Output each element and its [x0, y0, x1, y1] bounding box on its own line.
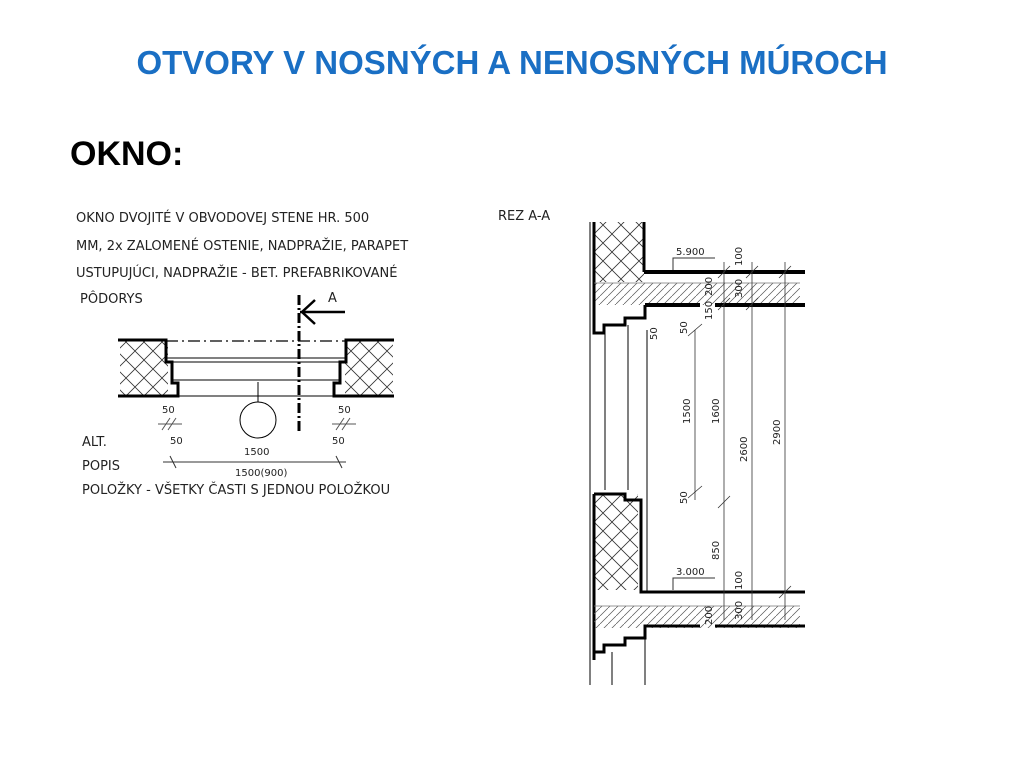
svg-text:2900: 2900 — [772, 419, 783, 445]
svg-text:100: 100 — [734, 246, 745, 266]
slide-title: OTVORY V NOSNÝCH A NENOSNÝCH MÚROCH — [136, 44, 888, 81]
dim-label: 1500(900) — [235, 468, 288, 479]
floor-plan — [76, 210, 408, 498]
note-text: POLOŽKY - VŠETKY ČASTI S JEDNOU POLOŽKOU — [82, 483, 391, 498]
svg-text:50: 50 — [679, 491, 690, 504]
note-text: POPIS — [82, 459, 120, 474]
dim-label: 50 — [170, 436, 183, 447]
svg-text:100: 100 — [734, 570, 745, 590]
dim-label: 50 — [162, 405, 175, 416]
right-wall — [345, 340, 393, 395]
slide-subtitle: OKNO: — [70, 135, 184, 173]
svg-text:2600: 2600 — [739, 436, 750, 462]
svg-text:150: 150 — [704, 300, 715, 320]
svg-text:50: 50 — [679, 321, 690, 334]
level-label: 3.000 — [676, 567, 705, 578]
dim-label: 1500 — [244, 447, 270, 458]
dim-label: 50 — [338, 405, 351, 416]
section-marker: A — [328, 291, 337, 306]
svg-text:850: 850 — [711, 540, 722, 560]
section-drawing — [498, 209, 805, 685]
section-arrow-icon — [300, 300, 345, 324]
note-text: ALT. — [82, 435, 107, 450]
svg-text:50: 50 — [649, 327, 660, 340]
plan-description-line: USTUPUJÚCI, NADPRAŽIE - BET. PREFABRIKOVANÉ — [76, 266, 398, 281]
svg-text:1500: 1500 — [682, 398, 693, 424]
svg-text:200: 200 — [704, 605, 715, 625]
svg-text:1600: 1600 — [711, 398, 722, 424]
item-circle — [240, 402, 276, 438]
plan-label: PÔDORYS — [80, 292, 143, 307]
dim-label: 50 — [332, 436, 345, 447]
level-label: 5.900 — [676, 247, 705, 258]
left-wall — [120, 340, 168, 395]
svg-text:200: 200 — [704, 276, 715, 296]
plan-description-line: OKNO DVOJITÉ V OBVODOVEJ STENE HR. 500 — [76, 211, 370, 226]
section-label: REZ A-A — [498, 209, 551, 224]
svg-text:300: 300 — [734, 278, 745, 298]
plan-description-line: MM, 2x ZALOMENÉ OSTENIE, NADPRAŽIE, PARAPET — [76, 239, 409, 254]
svg-text:300: 300 — [734, 600, 745, 620]
